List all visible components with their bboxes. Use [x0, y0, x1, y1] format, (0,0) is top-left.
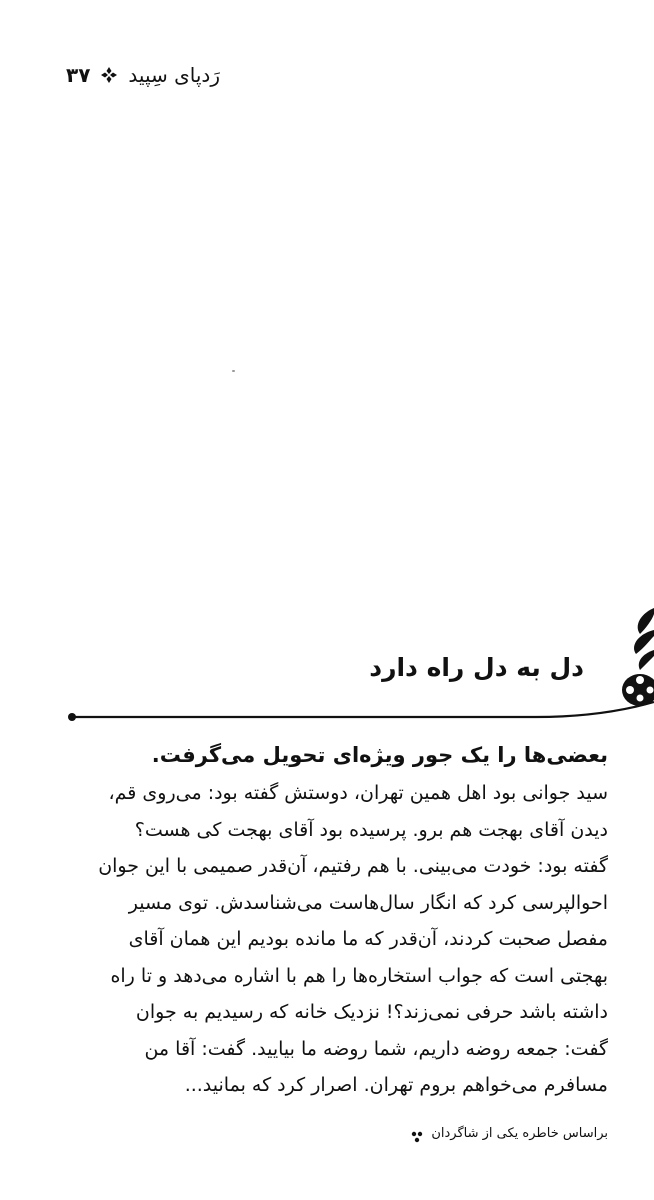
text-line: بهجتی است که جواب استخاره‌ها را هم با اشاره می‌دهد و تا راه: [110, 964, 608, 987]
text-line: گفته بود: خودت می‌بینی. با هم رفتیم، آن‌قدر صمیمی با این جوان: [98, 855, 608, 877]
stray-mark: [232, 370, 235, 372]
footnote-text: براساس خاطره یکی از شاگردان: [431, 1126, 608, 1141]
text-line: دیدن آقای بهجت هم برو. پرسیده بود آقای بهجت کی هست؟: [134, 818, 608, 841]
body-text: [66, 735, 608, 1104]
book-title: رَدپای سِپید: [128, 63, 220, 87]
page-number: ۳۷: [66, 63, 91, 87]
text-line: مفصل صحبت کردند، آن‌قدر که ما مانده بودیم این همان آقای: [128, 928, 608, 950]
three-dot-marker-icon: [411, 1128, 423, 1140]
four-diamond-ornament-icon: [100, 66, 118, 84]
lead-sentence: بعضی‌ها را یک جور ویژه‌ای تحویل می‌گرفت.: [151, 743, 608, 767]
section-divider: [66, 700, 654, 730]
leaf-flower-ornament-icon: [600, 600, 654, 710]
section-title: دل به دل راه دارد: [369, 653, 584, 682]
text-line: داشته باشد حرفی نمی‌زند؟! نزدیک خانه که رسیدیم به جوان: [135, 1001, 608, 1023]
text-line: احوالپرسی کرد که انگار سال‌هاست می‌شناسدش. توی مسیر: [128, 891, 608, 914]
text-line: گفت: جمعه روضه داریم، شما روضه ما بیایید. گفت: آقا من: [144, 1037, 608, 1060]
text-line: سید جوانی بود اهل همین تهران، دوستش گفته بود: می‌روی قم،: [108, 782, 608, 804]
running-header: [66, 60, 326, 90]
footnote: [411, 1126, 608, 1141]
text-line: مسافرم می‌خواهم بروم تهران. اصرار کرد که بمانید...: [184, 1074, 608, 1096]
